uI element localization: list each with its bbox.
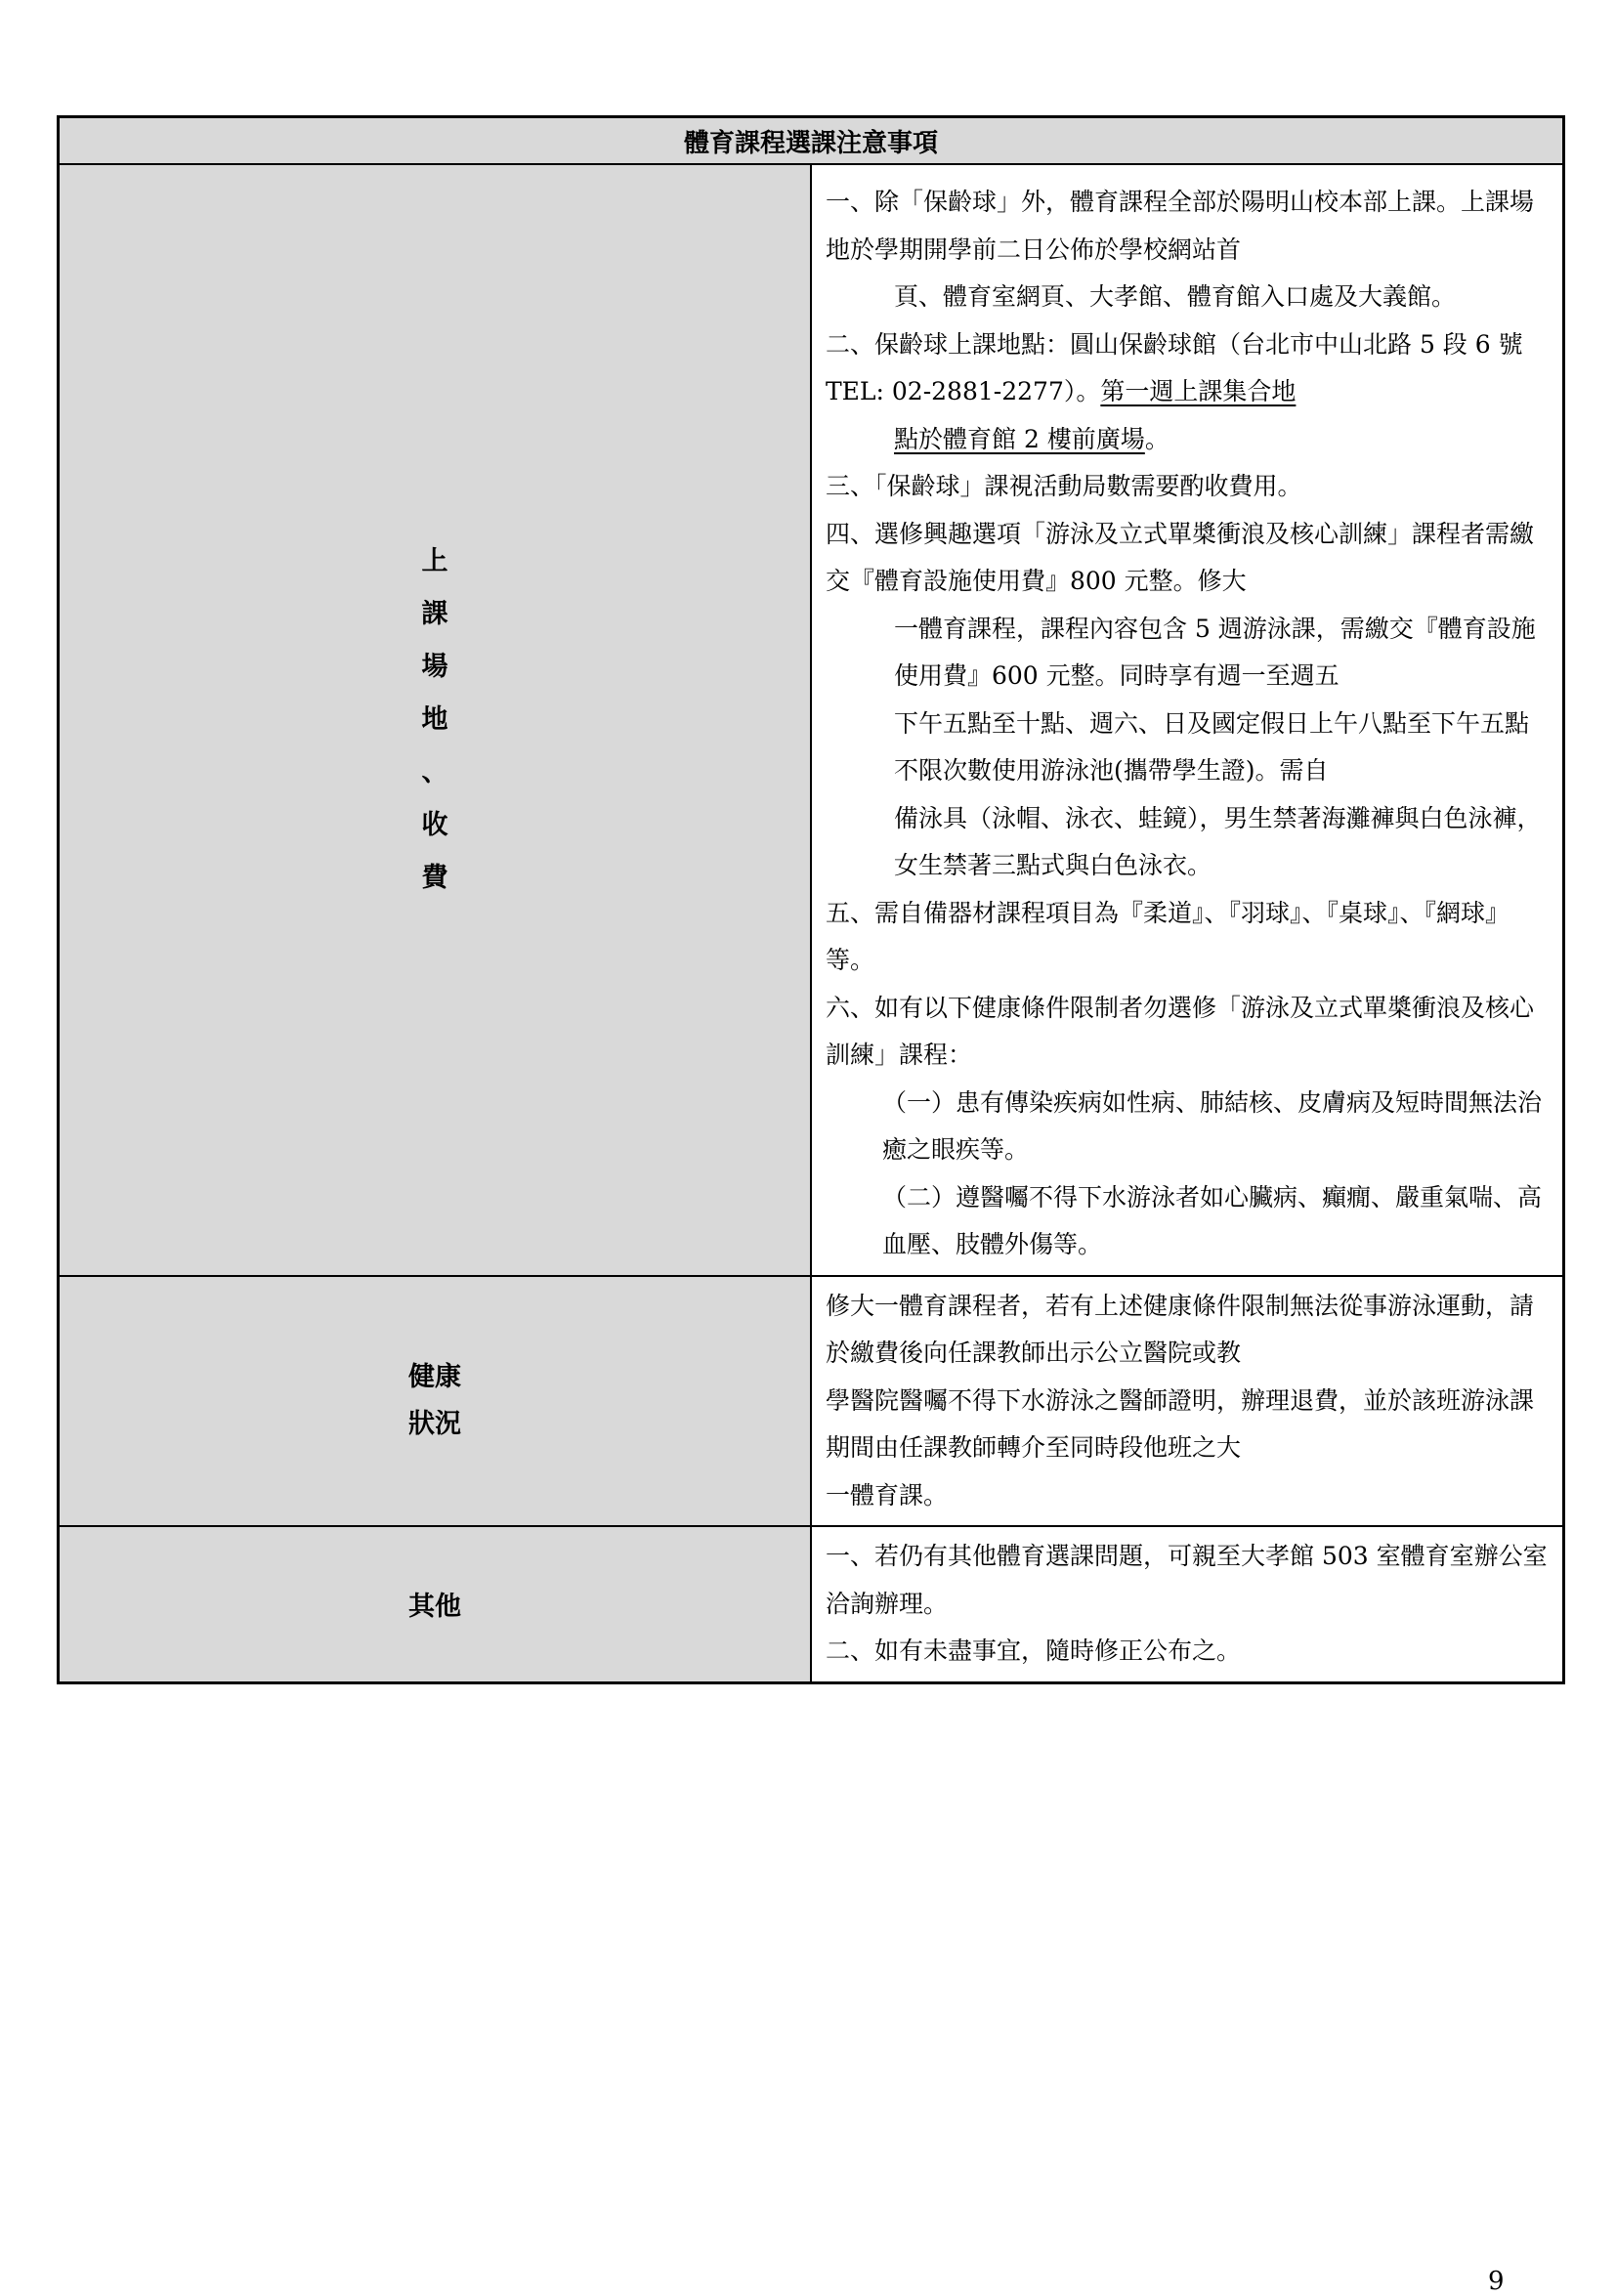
table-title: 體育課程選課注意事項 bbox=[59, 117, 1564, 165]
other-content bbox=[811, 1526, 1564, 1682]
health-content bbox=[811, 1276, 1564, 1527]
list-item: 三、「保齡球」課視活動局數需要酌收費用。 bbox=[826, 472, 1302, 500]
label-char: 上 bbox=[421, 545, 448, 576]
list-item-continuation bbox=[826, 416, 1549, 464]
list-item: 五、需自備器材課程項目為『柔道』、『羽球』、『桌球』、『網球』等。 bbox=[826, 898, 1510, 974]
health-label-line: 狀況 bbox=[408, 1408, 461, 1439]
sub-list-item: （一）患有傳染疾病如性病、肺結核、皮膚病及短時間無法治癒之眼疾等。 bbox=[882, 1087, 1543, 1164]
label-char: 地 bbox=[421, 703, 448, 735]
list-item-continuation: 下午五點至十點、週六、日及國定假日上午八點至下午五點不限次數使用游泳池(攜帶學生證)。需自 bbox=[894, 708, 1530, 785]
list-item: 一、除「保齡球」外，體育課程全部於陽明山校本部上課。上課場地於學期開學前二日公佈於學校網站首 bbox=[826, 188, 1535, 264]
list-item: 一、若仍有其他體育選課問題，可親至大孝館 503 室體育室辦公室洽詢辦理。 bbox=[826, 1542, 1548, 1618]
venue-fee-row bbox=[59, 164, 1564, 1276]
label-char: 費 bbox=[421, 862, 448, 893]
page-number: 9 bbox=[1488, 2267, 1505, 2296]
label-char: 課 bbox=[421, 598, 448, 629]
list-item-continuation: 一體育課程，課程內容包含 5 週游泳課，需繳交『體育設施使用費』600 元整。同時享有週一至週五 bbox=[894, 614, 1536, 690]
health-label-stack bbox=[60, 1354, 810, 1448]
other-row bbox=[59, 1526, 1564, 1682]
list-item bbox=[826, 321, 1549, 416]
label-char: 場 bbox=[421, 651, 448, 682]
health-text-line: 一體育課。 bbox=[826, 1480, 949, 1509]
list-item-continuation: 頁、體育室網頁、大孝館、體育館入口處及大義館。 bbox=[894, 282, 1457, 311]
health-label-line: 健康 bbox=[408, 1361, 461, 1392]
health-text-line: 修大一體育課程者，若有上述健康條件限制無法從事游泳運動，請於繳費後向任課教師出示公立醫院或教 bbox=[826, 1291, 1535, 1367]
list-item: 六、如有以下健康條件限制者勿選修「游泳及立式單槳衝浪及核心訓練」課程： bbox=[826, 993, 1535, 1069]
label-char: 、 bbox=[421, 756, 448, 787]
venue-fee-content bbox=[811, 164, 1564, 1276]
list-item-continuation: 備泳具（泳帽、泳衣、蛙鏡），男生禁著海灘褲與白色泳褲，女生禁著三點式與白色泳衣。 bbox=[894, 803, 1542, 879]
health-label bbox=[59, 1276, 812, 1527]
meeting-point-underlined: 點於體育館 2 樓前廣場 bbox=[894, 424, 1145, 453]
other-label: 其他 bbox=[59, 1526, 812, 1682]
meeting-point-underlined: 第一週上課集合地 bbox=[1100, 377, 1297, 405]
health-text-line: 學醫院醫囑不得下水游泳之醫師證明，辦理退費，並於該班游泳課期間由任課教師轉介至同時段他班之大 bbox=[826, 1385, 1535, 1462]
venue-fee-label bbox=[59, 164, 812, 1276]
meeting-point-end: 。 bbox=[1144, 424, 1169, 453]
health-row bbox=[59, 1276, 1564, 1527]
list-item: 二、如有未盡事宜，隨時修正公布之。 bbox=[826, 1637, 1242, 1665]
notice-sheet bbox=[57, 115, 1565, 1684]
label-char: 收 bbox=[421, 809, 448, 840]
list-item: 四、選修興趣選項「游泳及立式單槳衝浪及核心訓練」課程者需繳交『體育設施使用費』800 元整。修大 bbox=[826, 519, 1535, 595]
sub-list-item: （二）遵醫囑不得下水游泳者如心臟病、癲癇、嚴重氣喘、高血壓、肢體外傷等。 bbox=[882, 1182, 1543, 1258]
title-row bbox=[59, 117, 1564, 165]
notice-table bbox=[57, 115, 1565, 1684]
bowling-location-text: 二、保齡球上課地點：圓山保齡球館（台北市中山北路 5 段 6 號 TEL: 02-2881-2277）。 bbox=[826, 329, 1523, 405]
venue-fee-label-stack bbox=[60, 535, 810, 905]
